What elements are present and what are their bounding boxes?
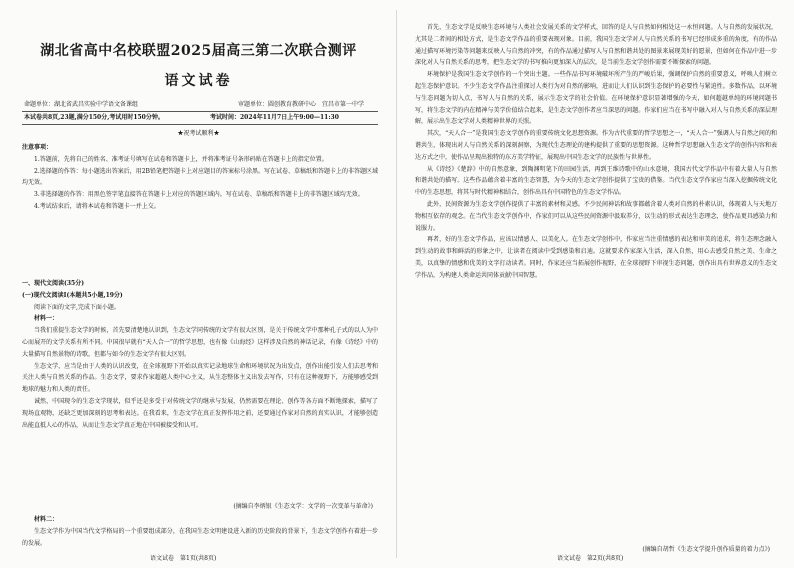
body-paragraph: 当我们重提生态文学的时候，首先要清楚地认识到，生态文学同传统的文学有很大区别，是关于传统文学中那种孔子式的以人为中心而展开的文学关系有所不同。中国很早就有“天人合一”的哲学思想，也有像《山海经》这样涉及自然的神话记录，有像《诗经》中的大量描写自然景物的诗歌，但都与如今的生态文学有很大区别。 bbox=[22, 327, 378, 358]
material-two-block bbox=[22, 514, 378, 549]
header-rule-top bbox=[22, 111, 378, 112]
notice-block bbox=[22, 142, 378, 213]
body-paragraph: 环境保护是我国生态文学创作的一个突出主题。一些作品书写环境破坏所产生的严峻后果，强调保护自然的重要意义，呼唤人们树立起生态保护意识。不少生态文学作品注重探讨人类行为对自然的影响，进而让人们认识到生态保护的必要性与紧迫性。多数作品，以环境与生态问题为切入点，书写人与自然的关系，展示生态文学的社会价值。在环境保护意识显著增强的今天，如何超越单纯的环境问题书写，将生态文学的内在精神与美学价值结合起来，是生态文学创作者应当深思的问题。作家们应当在书写中融入对人与自然关系的深层理解，展示出生态文学对人类精神世界的关照。 bbox=[415, 71, 777, 126]
source-citation: (摘编自李炳银《生态文学：文学的一次变革与革命》) bbox=[233, 503, 373, 510]
section-heading: 一、现代文阅读(35分) bbox=[22, 280, 85, 287]
body-paragraph: 生态文学，应当是由于人类的认识改变，在全球视野下开始以真实记录地球生命和环境状况为出发点，创作出能引发人们去思考和关注人类与自然关系的作品。生态文学，要求作家超越人类中心主义，从生态整体主义出发去写作，只有在这种视野下，方能够感受到地球的魅力和人类的责任。 bbox=[22, 362, 378, 394]
body-paragraph: 生态文学作为中国当代文学格局的一个重要组成部分，在我国生态文明建设进入新的历史阶段的背景下，生态文学创作有着进一步的发展。 bbox=[22, 527, 378, 547]
source-citation: (摘编自胡哲《生态文学提升创作质量的着力点》) bbox=[642, 546, 770, 553]
notice-item: 3.非选择题的作答：用黑色签字笔直接答在答题卡上对应的答题区域内。写在试卷、草稿纸和答题卡上的非答题区域均无效。 bbox=[34, 191, 364, 199]
notice-item: 2.选择题的作答：每小题选出答案后，用2B铅笔把答题卡上对应题目的答案标号涂黑。写在试卷、草稿纸和答题卡上的非答题区域均无效。 bbox=[22, 167, 378, 187]
material-two-label: 材料二： bbox=[34, 516, 59, 523]
body-paragraph: 此外，民间资源为生态文学创作提供了丰富的素材和灵感。不少民间神话和故事都蕴含着人类对自然的朴素认识，体现着人与天地万物相互依存的观念。在当代生态文学创作中，作家们可以从这些民间资源中汲取养分，以生动的形式表达生态理念，使作品更具感染力和说服力。 bbox=[415, 200, 777, 232]
page-footer: 语文试卷 第2页(共8页) bbox=[557, 555, 624, 562]
body-paragraph: 诚然，中国现今的生态文学现状，似乎还是多受于对传统文学的继承与发展，仍然需要在理论、创作等各方面不断地探索，描写了现场直观物，还缺乏更加深刻的思考和表达。在我看来，生态文学在真正发挥作用之前，还要通过作家对自然的真实认识，才能够创造出能直抵人心的作品，从而让生态文学真正地在中国被接受和认可。 bbox=[22, 397, 378, 429]
exam-time: 考试时间：2024年11月7日上午9:00—11:30 bbox=[210, 114, 339, 121]
notice-item: 1.答题前，先将自己的姓名、准考证号填写在试卷和答题卡上，并将准考证号条形码贴在答题卡上的指定位置。 bbox=[34, 155, 328, 163]
body-paragraph: 再者，好的生态文学作品，应该以情感人、以美化人。在生态文学创作中，作家应当注重情感的表达和审美的追求，将生态理念融入到生动的故事和鲜活的形象之中，让读者在阅读中受到感染和启迪。这就要求作家深入生活，深入自然，用心去感受自然之美、生命之美，以真挚的情感和优美的文字打动读者。同时，作家还应当拓展创作视野，在全球视野下审视生态问题，创作出具有世界意义的生态文学作品，为构建人类命运共同体贡献中国智慧。 bbox=[415, 236, 777, 279]
page-footer: 语文试卷 第1页(共8页) bbox=[150, 555, 217, 562]
right-body bbox=[415, 22, 777, 282]
good-luck-line: ★祝考试顺利★ bbox=[177, 130, 220, 137]
exam-subject: 语文试卷 bbox=[164, 73, 233, 89]
material-one-label: 材料一： bbox=[34, 315, 59, 323]
header-rule-bottom bbox=[22, 124, 378, 125]
exam-title: 湖北省高中名校联盟2025届高三第二次联合测评 bbox=[40, 43, 357, 59]
body-paragraph: 首先，生态文学是反映生态环境与人类社会发展关系的文学样式，回答的是人与自然如何相处这一永恒问题。人与自然的发展状况，尤其是二者间的相处方式，是生态文学作品的重要表现对象。目前，我国生态文学对人与自然关系的书写已经形成多重的角度，有的作品通过描写环境污染等问题来反映人与自然的冲突，有的作品通过描写人与自然和谐共处的图景来展现美好的愿景，但如何在作品中进一步深化对人与自然关系的思考，把生态文学的书写推向更加深入的层次，是当前生态文学创作需要不断探索的问题。 bbox=[415, 24, 777, 67]
instruction-text: 阅读下面的文字,完成下面小题。 bbox=[34, 303, 120, 311]
body-paragraph: 其次，“天人合一”是我国生态文学创作的重要传统文化思想资源。作为古代重要的哲学思想之一，“天人合一”强调人与自然之间的和谐共生，体现出对人与自然关系的深刻洞察，为现代生态理论的建构提供了重要的思想资源。这种哲学思想融入生态文学的创作内容和表达方式之中，使作品呈现出独特的东方美学特征，展现出中国生态文学的民族性与世界性。 bbox=[415, 130, 777, 161]
reviewer-line: 审题单位：圆创教育教研中心 宜昌市第一中学 bbox=[238, 101, 365, 108]
exam-info: 本试卷共8页,23题,满分150分,考试用时150分钟。 bbox=[24, 114, 164, 121]
reading-section bbox=[22, 278, 378, 431]
proposer-line: 命题单位：湖北省武昌实验中学语文备课组 bbox=[24, 101, 139, 108]
notice-heading: 注意事项： bbox=[22, 144, 53, 151]
subsection-heading: (一)现代文阅读Ⅰ(本题共5小题,19分) bbox=[22, 291, 123, 299]
notice-item: 4.考试结束后，请将本试卷和答题卡一并上交。 bbox=[34, 202, 160, 210]
right-page bbox=[397, 0, 794, 568]
body-paragraph: 从《诗经》《楚辞》中的自然意象，到陶渊明笔下的田园生活，再到王维诗歌中的山水意境，我国古代文学作品中有着大量人与自然和谐共处的描写。这些作品蕴含着丰富的生态智慧，为今天的生态文学创作提供了宝贵的借鉴。当代生态文学作家应当深入挖掘传统文化中的生态思想，将其与时代精神相结合，创作出具有中国特色的生态文学作品。 bbox=[415, 165, 777, 197]
